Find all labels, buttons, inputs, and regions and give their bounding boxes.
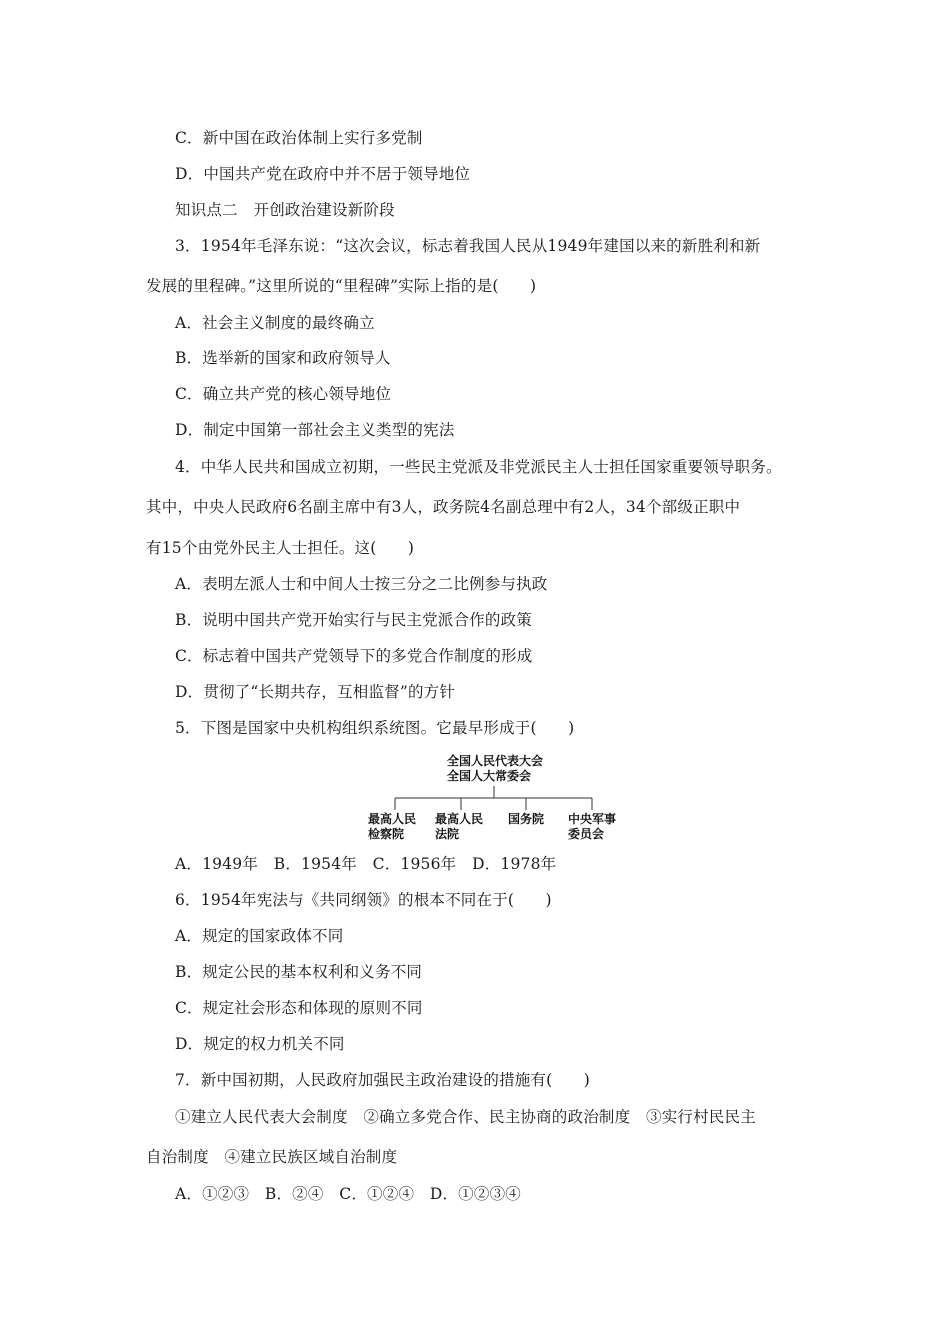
q6-option-b: B．规定公民的基本权利和义务不同 [175,963,423,981]
q3-option-a: A．社会主义制度的最终确立 [175,314,375,332]
node-npc: 全国人民代表大会 [447,754,544,768]
q2-option-c: C．新中国在政治体制上实行多党制 [175,129,423,147]
q7-items-line1: ①建立人民代表大会制度 ②确立多党合作、民主协商的政治制度 ③实行村民民主 [175,1108,756,1126]
q5-options: A．1949年 B．1954年 C．1956年 D．1978年 [175,855,557,873]
q4-option-a: A．表明左派人士和中间人士按三分之二比例参与执政 [175,575,548,593]
node-procuratorate-line2: 检察院 [368,827,405,841]
q7-items-line2: 自治制度 ④建立民族区域自治制度 [146,1148,398,1166]
node-military-commission-line2: 委员会 [568,827,605,841]
node-court-line1: 最高人民 [435,812,484,826]
q4-option-d: D．贯彻了“长期共存，互相监督”的方针 [175,683,456,701]
q4-option-b: B．说明中国共产党开始实行与民主党派合作的政策 [175,611,532,629]
q3-stem-line2: 发展的里程碑。”这里所说的“里程碑”实际上指的是( ) [146,277,537,295]
node-npc-standing-committee: 全国人大常委会 [447,769,532,783]
q4-stem-line2: 其中，中央人民政府6名副主席中有3人，政务院4名副总理中有2人，34个部级正职中 [146,498,741,516]
q6-stem: 6．1954年宪法与《共同纲领》的根本不同在于( ) [175,891,552,909]
q3-option-c: C．确立共产党的核心领导地位 [175,385,392,403]
q7-stem: 7．新中国初期，人民政府加强民主政治建设的措施有( ) [175,1071,591,1089]
q5-stem: 5．下图是国家中央机构组织系统图。它最早形成于( ) [175,719,575,737]
q6-option-c: C．规定社会形态和体现的原则不同 [175,999,423,1017]
node-state-council: 国务院 [508,812,545,826]
section-heading: 知识点二 开创政治建设新阶段 [175,201,395,219]
q2-option-d: D．中国共产党在政府中并不居于领导地位 [175,165,471,183]
org-chart-diagram [360,752,630,848]
node-procuratorate-line1: 最高人民 [368,812,417,826]
q3-option-b: B．选举新的国家和政府领导人 [175,349,391,367]
q3-option-d: D．制定中国第一部社会主义类型的宪法 [175,421,455,439]
q3-stem-line1: 3．1954年毛泽东说：“这次会议，标志着我国人民从1949年建国以来的新胜利和新 [175,237,761,255]
q4-option-c: C．标志着中国共产党领导下的多党合作制度的形成 [175,647,533,665]
q6-option-d: D．规定的权力机关不同 [175,1035,345,1053]
q6-option-a: A．规定的国家政体不同 [175,927,344,945]
node-court-line2: 法院 [435,827,460,841]
q4-stem-line3: 有15个由党外民主人士担任。这( ) [146,539,415,557]
q7-options: A．①②③ B．②④ C．①②④ D．①②③④ [175,1185,521,1203]
node-military-commission-line1: 中央军事 [568,812,617,826]
q4-stem-line1: 4．中华人民共和国成立初期，一些民主党派及非党派民主人士担任国家重要领导职务。 [175,458,782,476]
